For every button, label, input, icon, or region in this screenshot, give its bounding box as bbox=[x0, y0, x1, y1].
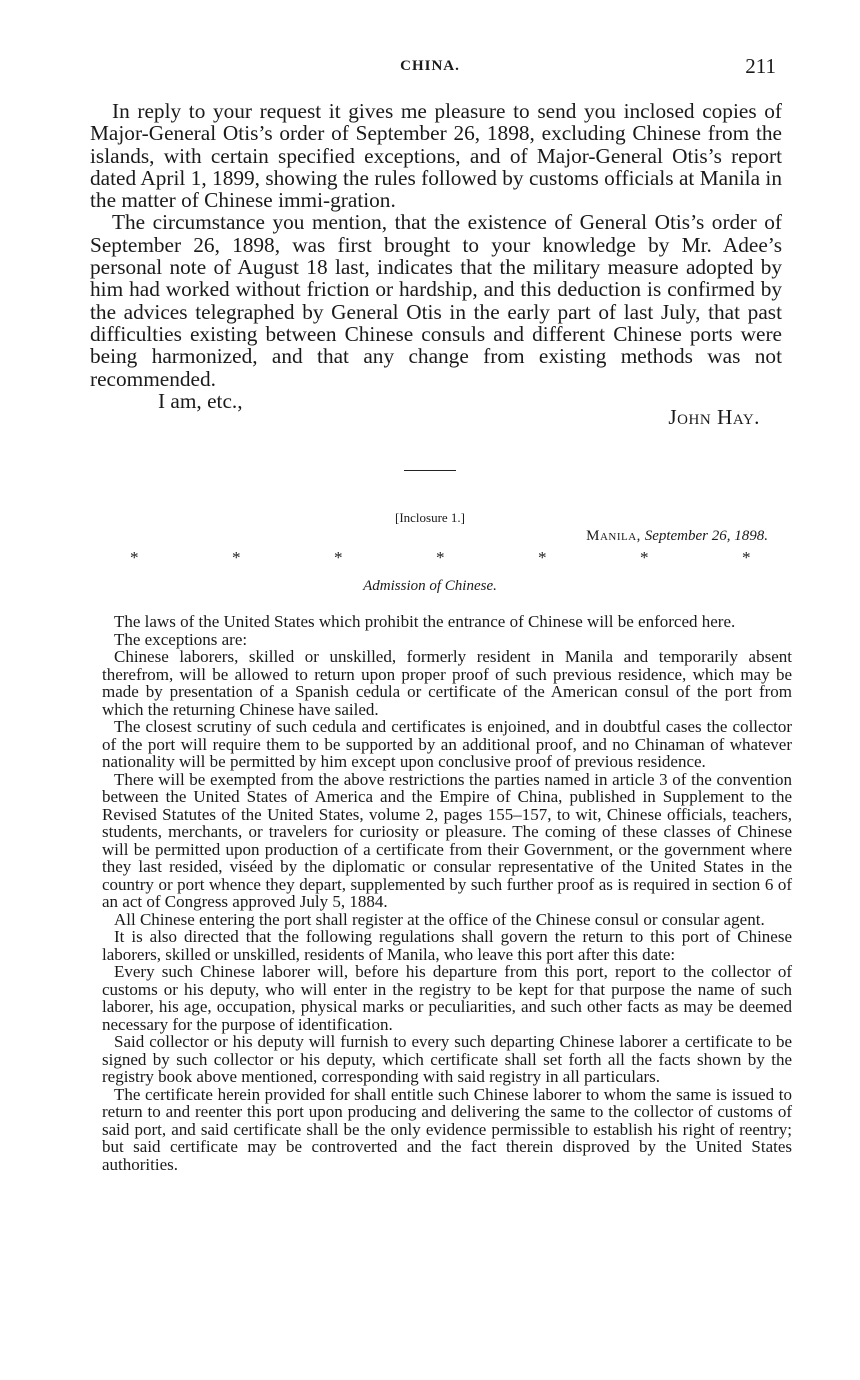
inclosure-label: [Inclosure 1.] bbox=[394, 510, 466, 525]
inclosure-heading: Admission of Chinese. bbox=[363, 578, 497, 594]
order-paragraph: The laws of the United States which prohibit the entrance of Chinese will be enforced here. bbox=[114, 612, 736, 631]
closing-block bbox=[90, 390, 782, 432]
running-head bbox=[0, 54, 860, 84]
section-divider bbox=[404, 470, 456, 471]
order-paragraph: Every such Chinese laborer will, before his departure from this port, report to the collector of customs or his deputy, who will enter in the registry to be kept for that purpose the name of such laborer, his age, occupation, physical marks or peculiarities, and such other facts as may be deemed necessary for the purpose of identification. bbox=[102, 962, 792, 1034]
order-paragraph: Chinese laborers, skilled or unskilled, formerly resident in Manila and temporarily absent therefrom, will be allowed to return upon proper proof of such previous residence, which may be made by presentation of a Spanish cedula or certificate of the American consul of the port from which the returning Chinese have sailed. bbox=[102, 647, 792, 719]
dateline-date: September 26, 1898. bbox=[644, 528, 768, 544]
letter-paragraph: The circumstance you mention, that the existence of General Otis’s order of September 26, 1898, was first brought to your knowledge by Mr. Adee’s personal note of August 18 last, indicates that the military measure adopted by him had worked without friction or hardship, and this deduction is confirmed by the advices telegraphed by General Otis in the early part of last July, that past difficulties existing between Chinese consuls and different Chinese ports were being harmonized, and that any change from existing methods was not recommended. bbox=[90, 210, 782, 391]
page-number: 211 bbox=[745, 54, 776, 78]
asterisk: * bbox=[538, 548, 547, 567]
asterisk: * bbox=[742, 548, 751, 567]
asterisk: * bbox=[232, 548, 241, 567]
asterisk: * bbox=[640, 548, 649, 567]
order-paragraph: Said collector or his deputy will furnish to every such departing Chinese laborer a certificate to be signed by such collector or his deputy, which certificate shall set forth all the facts shown by the registry book above mentioned, corresponding with said registry in all particulars. bbox=[102, 1032, 792, 1086]
order-paragraph: The certificate herein provided for shall entitle such Chinese laborer to whom the same is issued to return to and reenter this port upon producing and delivering the same to the collector of customs of said port, and said certificate shall be the only evidence permissible to establish his right of reentry; but said certificate may be controverted and the fact therein disproved by the United States authorities. bbox=[102, 1084, 792, 1174]
order-body bbox=[102, 613, 792, 1173]
dateline-place: Manila, bbox=[586, 528, 641, 544]
order-paragraph: There will be exempted from the above restrictions the parties named in article 3 of the convention between the United States of America and the Empire of China, published in Supplement to the Revised Statutes of the United States, volume 2, pages 155–157, to wit, Chinese officials, teachers, students, merchants, or travelers for curiosity or pleasure. The coming of these classes of Chinese will be permitted upon production of a certificate from their Government, or the government where they last resided, viséed by the diplomatic or consular representative of the United States in the country or port whence they depart, supplemented by such further proof as is required in section 6 of an act of Congress approved July 5, 1884. bbox=[102, 769, 792, 911]
letter-closing: I am, etc., bbox=[158, 388, 243, 413]
letter-paragraph: In reply to your request it gives me pleasure to send you inclosed copies of Major-General Otis’s order of September 26, 1898, excluding Chinese from the islands, with certain specified exceptions, and of Major-General Otis’s report dated April 1, 1899, showing the rules followed by customs officials at Manila in the matter of Chinese immi-gration. bbox=[90, 99, 782, 213]
order-paragraph: All Chinese entering the port shall register at the office of the Chinese consul or consular agent. bbox=[114, 909, 765, 929]
asterisk: * bbox=[436, 548, 445, 567]
asterisk: * bbox=[130, 548, 139, 567]
omission-asterisks bbox=[0, 548, 860, 568]
asterisk: * bbox=[334, 548, 343, 567]
dateline bbox=[586, 528, 768, 545]
letter-body bbox=[90, 100, 782, 432]
order-paragraph: It is also directed that the following regulations shall govern the return to this port of Chinese laborers, skilled or unskilled, residents of Manila, who leave this port after this date: bbox=[102, 927, 792, 964]
order-paragraph: The exceptions are: bbox=[114, 629, 248, 649]
letter-signature: John Hay. bbox=[668, 404, 760, 429]
order-paragraph: The closest scrutiny of such cedula and certificates is enjoined, and in doubtful cases the collector of the port will require them to be supported by an additional proof, and no Chinaman of whatever nationality will be permitted by him except upon conclusive proof of previous residence. bbox=[102, 717, 792, 771]
running-title: CHINA. bbox=[400, 58, 460, 74]
